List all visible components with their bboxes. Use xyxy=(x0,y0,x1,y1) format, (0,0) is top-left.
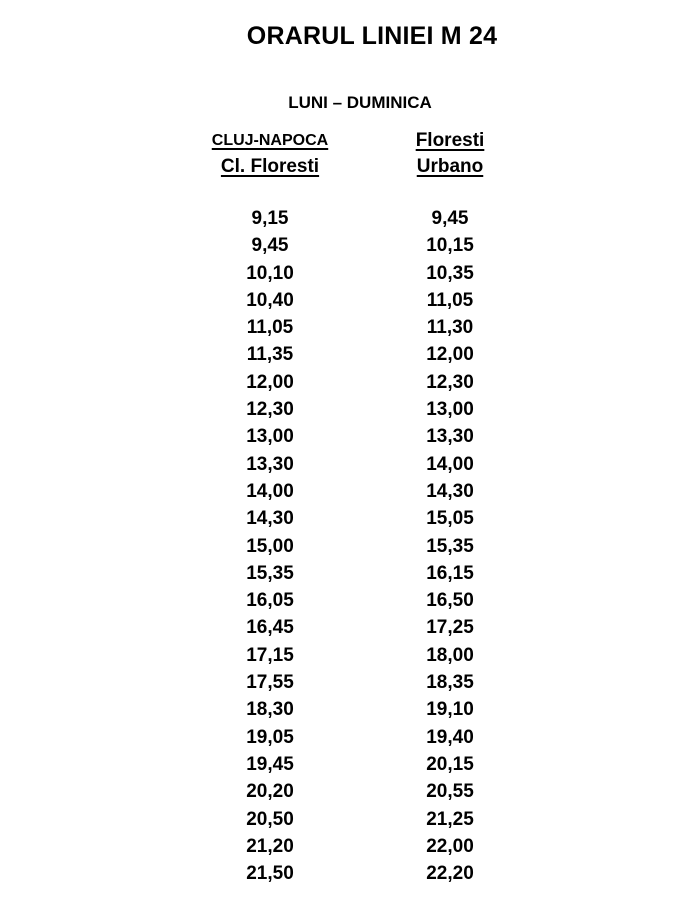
departure-time: 20,15 xyxy=(426,753,474,775)
departure-time: 9,45 xyxy=(431,208,469,229)
departure-time: 12,30 xyxy=(246,399,294,421)
departure-time: 10,10 xyxy=(246,262,294,284)
departure-time: 21,25 xyxy=(426,808,474,830)
departure-time: 15,05 xyxy=(426,508,474,530)
departure-time: 19,10 xyxy=(426,699,474,721)
departure-time: 18,30 xyxy=(246,699,294,721)
departure-time: 14,30 xyxy=(246,508,294,530)
column-header-line2: Cl. Floresti xyxy=(220,156,320,177)
departure-time: 12,00 xyxy=(426,344,474,366)
departure-time: 13,30 xyxy=(426,426,474,448)
column-header-line1: CLUJ-NAPOCA xyxy=(211,132,329,149)
departure-time: 22,20 xyxy=(426,863,474,885)
departure-time: 22,00 xyxy=(426,835,474,857)
departure-time: 20,55 xyxy=(426,781,474,803)
departure-time: 19,05 xyxy=(246,726,294,748)
departure-time: 16,50 xyxy=(426,590,474,612)
departure-time: 12,30 xyxy=(426,371,474,393)
departure-time: 13,00 xyxy=(426,399,474,421)
departure-time: 18,35 xyxy=(426,672,474,694)
departure-time: 13,00 xyxy=(246,426,294,448)
departure-time: 18,00 xyxy=(426,644,474,666)
departure-time: 13,30 xyxy=(246,453,294,475)
departure-time: 14,30 xyxy=(426,480,474,502)
departure-time: 16,15 xyxy=(426,562,474,584)
departure-time: 9,15 xyxy=(251,208,289,229)
departure-time: 11,30 xyxy=(426,317,474,339)
departure-time: 21,50 xyxy=(246,863,294,885)
departure-time: 19,40 xyxy=(426,726,474,748)
departure-time: 10,15 xyxy=(426,235,474,257)
departure-time: 14,00 xyxy=(246,480,294,502)
departure-time: 15,35 xyxy=(246,562,294,584)
departure-time: 20,20 xyxy=(246,781,294,803)
departure-time: 11,05 xyxy=(246,317,294,339)
departure-time: 16,45 xyxy=(246,617,294,639)
column-header-line2: Urbano xyxy=(416,156,484,177)
column-header-line1: Floresti xyxy=(415,130,485,151)
departure-time: 20,50 xyxy=(246,808,294,830)
departure-time: 11,05 xyxy=(426,289,474,311)
schedule-days: LUNI – DUMINICA xyxy=(288,93,432,112)
departure-times-list xyxy=(170,205,370,887)
departure-time: 12,00 xyxy=(246,371,294,393)
departure-time: 10,40 xyxy=(246,289,294,311)
departure-time: 15,00 xyxy=(246,535,294,557)
departure-time: 11,35 xyxy=(246,344,294,366)
departure-time: 17,55 xyxy=(246,672,294,694)
departure-time: 15,35 xyxy=(426,535,474,557)
departure-time: 14,00 xyxy=(426,453,474,475)
departure-times-list xyxy=(350,205,550,887)
departure-time: 17,25 xyxy=(426,617,474,639)
departure-time: 16,05 xyxy=(246,590,294,612)
page-title: ORARUL LINIEI M 24 xyxy=(246,22,498,50)
departure-time: 17,15 xyxy=(246,644,294,666)
departure-time: 21,20 xyxy=(246,835,294,857)
departure-time: 10,35 xyxy=(426,262,474,284)
departure-time: 9,45 xyxy=(251,235,289,257)
departure-time: 19,45 xyxy=(246,753,294,775)
